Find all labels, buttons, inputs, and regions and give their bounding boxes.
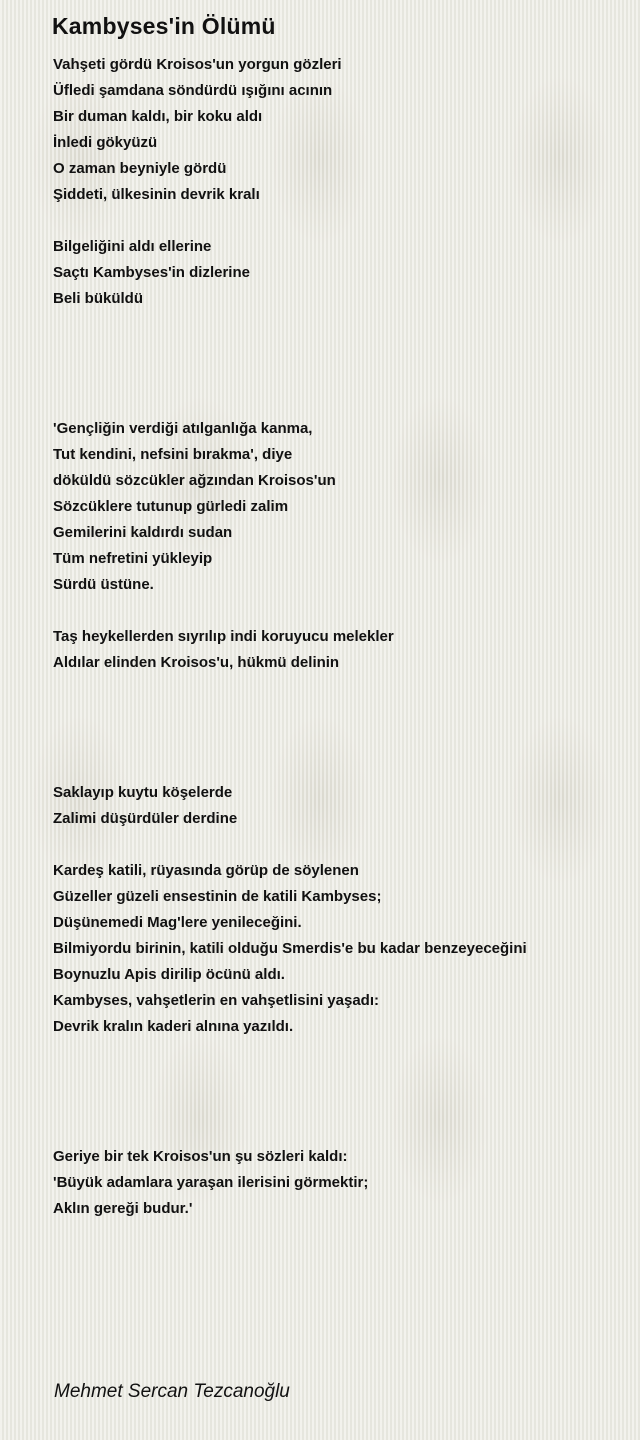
poem-line: Bir duman kaldı, bir koku aldı (53, 108, 263, 125)
poem-line: O zaman beyniyle gördü (53, 160, 227, 177)
poem-line: Taş heykellerden sıyrılıp indi koruyucu melekler (53, 628, 394, 645)
stanza-break (53, 754, 633, 780)
stanza-break (53, 312, 633, 338)
poem-line: Sürdü üstüne. (53, 576, 154, 593)
poem-line: Kardeş katili, rüyasında görüp de söylenen (53, 862, 359, 879)
stanza-break (53, 676, 633, 702)
poem-line: Bilmiyordu birinin, katili olduğu Smerdis'e bu kadar benzeyeceğini (53, 940, 527, 957)
poem-line: Güzeller güzeli ensestinin de katili Kambyses; (53, 888, 382, 905)
stanza-break (53, 728, 633, 754)
poem-author: Mehmet Sercan Tezcanoğlu (54, 1381, 290, 1402)
stanza-break (53, 832, 633, 858)
stanza-break (53, 1092, 633, 1118)
poem-line: Şiddeti, ülkesinin devrik kralı (53, 186, 260, 203)
stanza-break (53, 1040, 633, 1066)
poem-line: Kambyses, vahşetlerin en vahşetlisini yaşadı: (53, 992, 379, 1009)
poem-line: Boynuzlu Apis dirilip öcünü aldı. (53, 966, 285, 983)
poem-line: Düşünemedi Mag'lere yenileceğini. (53, 914, 302, 931)
poem-line: Aklın gereği budur.' (53, 1200, 193, 1217)
stanza-break (53, 364, 633, 390)
poem-line: 'Gençliğin verdiği atılganlığa kanma, (53, 420, 313, 437)
poem-line: Saklayıp kuytu köşelerde (53, 784, 233, 801)
poem-line: Bilgeliğini aldı ellerine (53, 238, 212, 255)
poem-line: Geriye bir tek Kroisos'un şu sözleri kaldı: (53, 1148, 348, 1165)
stanza-break (53, 598, 633, 624)
poem-line: Üfledi şamdana söndürdü ışığını acının (53, 82, 333, 99)
poem-line: Tüm nefretini yükleyip (53, 550, 213, 567)
poem-line: 'Büyük adamlara yaraşan ilerisini görmektir; (53, 1174, 369, 1191)
poem-line: Tut kendini, nefsini bırakma', diye (53, 446, 293, 463)
poem-line: Devrik kralın kaderi alnına yazıldı. (53, 1018, 294, 1035)
stanza-break (53, 338, 633, 364)
poem-line: Beli büküldü (53, 290, 143, 307)
poem-line: Saçtı Kambyses'in dizlerine (53, 264, 250, 281)
poem-line: Sözcüklere tutunup gürledi zalim (53, 498, 289, 515)
poem-title: Kambyses'in Ölümü (52, 13, 276, 39)
stanza-break (53, 1066, 633, 1092)
stanza-break (53, 702, 633, 728)
stanza-break (53, 208, 633, 234)
poem-line: İnledi gökyüzü (53, 134, 158, 151)
poem-body (53, 52, 633, 1222)
poem-line: döküldü sözcükler ağzından Kroisos'un (53, 472, 336, 489)
poem-line: Zalimi düşürdüler derdine (53, 810, 238, 827)
stanza-break (53, 390, 633, 416)
poem-line: Aldılar elinden Kroisos'u, hükmü delinin (53, 654, 340, 671)
stanza-break (53, 1118, 633, 1144)
poem-line: Vahşeti gördü Kroisos'un yorgun gözleri (53, 56, 342, 73)
poem-line: Gemilerini kaldırdı sudan (53, 524, 233, 541)
